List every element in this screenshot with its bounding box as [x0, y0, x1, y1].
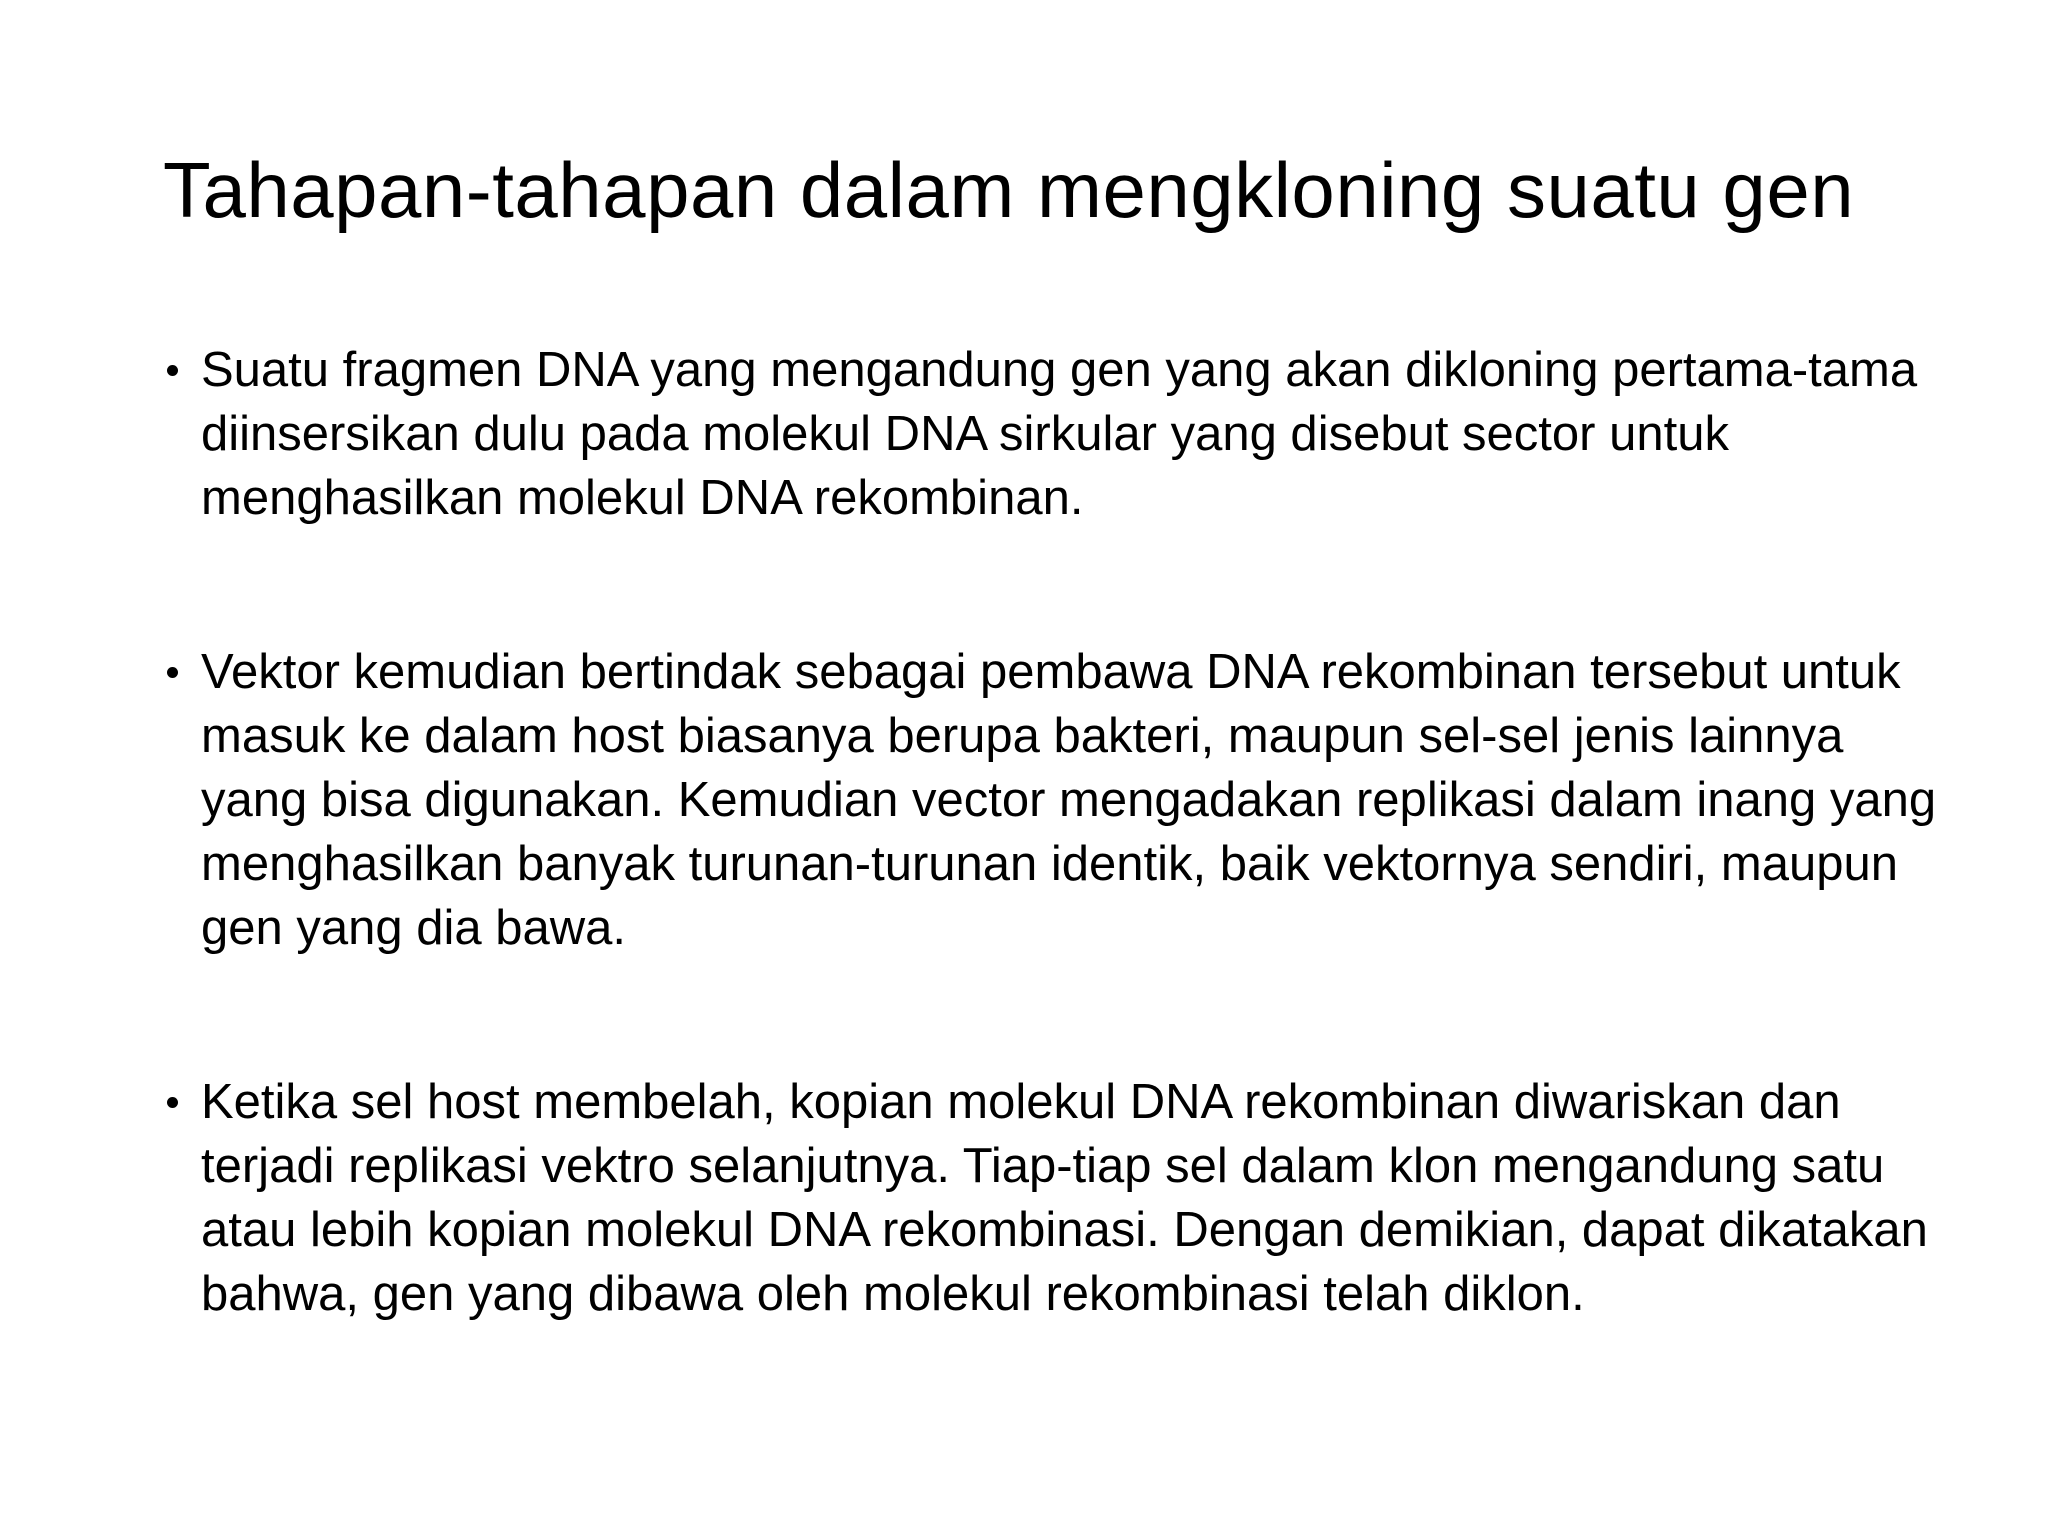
bullet-item-1 [163, 338, 1953, 530]
bullet-text: Suatu fragmen DNA yang mengandung gen yang akan dikloning pertama-tama diinsersikan dulu pada molekul DNA sirkular yang disebut sector untuk menghasilkan molekul DNA rekombinan. [201, 343, 1918, 525]
bullet-dot-icon [167, 365, 178, 376]
bullet-dot-icon [167, 667, 178, 678]
slide-title: Tahapan-tahapan dalam mengkloning suatu gen [163, 146, 1855, 234]
bullet-text: Vektor kemudian bertindak sebagai pembawa DNA rekombinan tersebut untuk masuk ke dalam host biasanya berupa bakteri, maupun sel-sel jenis lainnya yang bisa digunakan. Kemudian vector mengadakan replikasi dalam inang yang menghasilkan banyak turunan-turunan identik, baik vektornya sendiri, maupun gen yang dia bawa. [201, 645, 1937, 955]
bullet-text: Ketika sel host membelah, kopian molekul DNA rekombinan diwariskan dan terjadi replikasi vektro selanjutnya. Tiap-tiap sel dalam klon mengandung satu atau lebih kopian molekul DNA rekombinasi. Dengan demikian, dapat dikatakan bahwa, gen yang dibawa oleh molekul rekombinasi telah diklon. [201, 1075, 1928, 1321]
bullet-list [163, 338, 1953, 1326]
bullet-item-2 [163, 640, 1953, 960]
bullet-dot-icon [167, 1097, 178, 1108]
bullet-item-3 [163, 1070, 1953, 1326]
